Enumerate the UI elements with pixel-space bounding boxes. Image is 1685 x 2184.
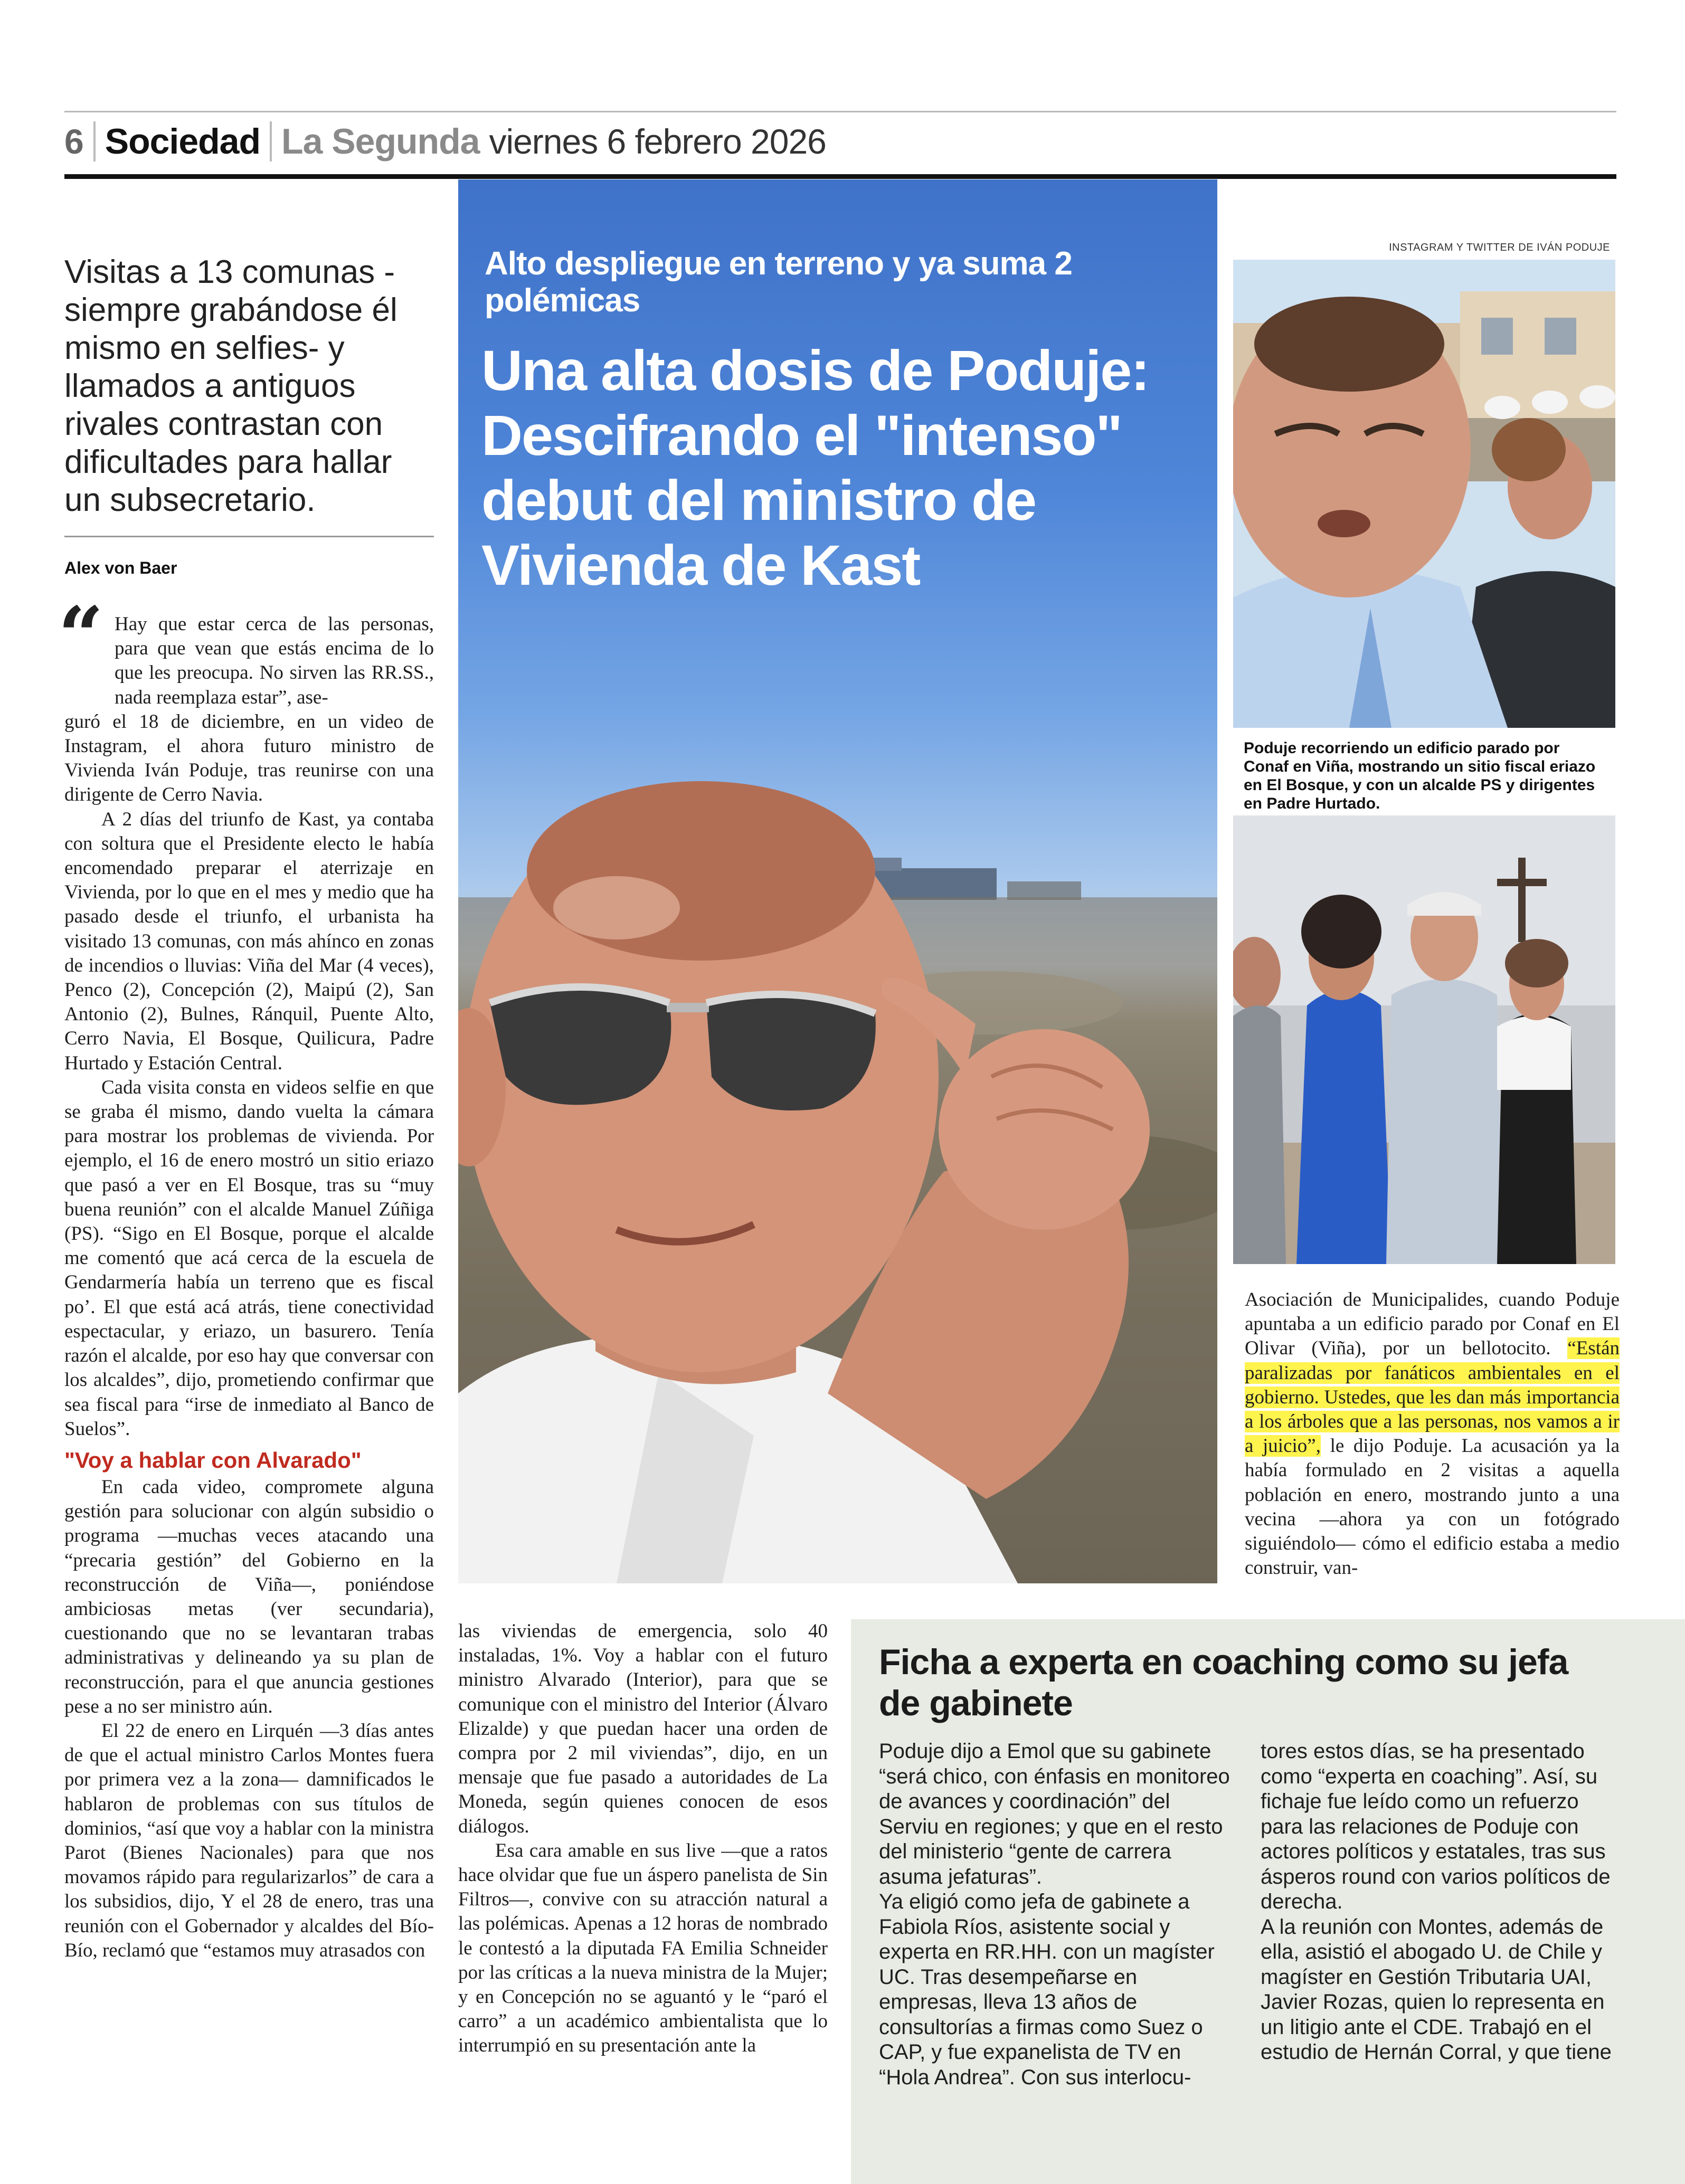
- article-paragraph: [1245, 1288, 1620, 1580]
- photo-selfie-illustration: [1233, 260, 1615, 728]
- article-subhead: "Voy a hablar con Alvarado": [64, 1447, 362, 1473]
- article-paragraph: A 2 días del triunfo de Kast, ya contaba con soltura que el Presidente electo le había encomendado preparar el aterrizaje en Vivienda, por lo que en el mes y medio que ha pasado desde el triunfo, el urbanista ha visitado 13 comunas, con más ahínco en zonas de incendios o lluvias: Viña del Mar (4 veces), Penco (2), Concepción (2), Maipú (2), San Antonio (2), Bulnes, Ránquil, Puente Alto, Cerro Navia, El Bosque, Quilicura, Padre Hurtado y Estación Central.: [64, 808, 434, 1074]
- article-paragraph: El 22 de enero en Lirquén —3 días antes de que el actual ministro Carlos Montes fuera por primera vez a la zona— damnificados le hablaron de problemas con sus títulos de dominios, “así que voy a hablar con la ministra Parot (Bienes Nacionales) para que nos movamos rápido para regularizarlos” de cara a los subsidios, dijo, Y el 28 de enero, tras una reunión con el Gobernador y alcaldes del Bío-Bío, reclamó que “estamos muy atrasados con: [64, 1720, 434, 1961]
- issue-date: viernes 6 febrero 2026: [489, 122, 826, 161]
- article-kicker: Alto despliegue en terreno y ya suma 2 polémicas: [485, 245, 1072, 319]
- photo-credit: INSTAGRAM Y TWITTER DE IVÁN PODUJE: [1389, 242, 1610, 253]
- article-headline: Una alta dosis de Poduje: Descifrando el "intenso" debut del ministro de Vivienda de Kast: [481, 338, 1149, 597]
- article-paragraph: En cada video, compromete alguna gestión para solucionar con algún subsidio o programa —muchas veces atacando una “precaria gestión” del Gobierno en la reconstrucción de Viña—, poniéndose ambiciosas metas (ver secundaria), cuestionando que no se levantaran trabas administrativas y delineando ya su plan de reconstrucción, para el que anuncia gestiones pese a no ser ministro aún.: [64, 1476, 434, 1717]
- page-header: [64, 115, 826, 168]
- sidebar-title: Ficha a experta en coaching como su jefa de gabinete: [879, 1642, 1568, 1723]
- article-column-2: [458, 1619, 828, 2058]
- article-paragraph-start: Asociación de Municipalides, cuando Poduje apuntaba a un edificio parado por Conaf en El Olivar (Viña), por un bellotocito.: [1245, 1289, 1620, 1360]
- highlighted-quote: “Están paralizadas por fanáticos ambientales en el gobierno. Ustedes, que les dan más importancia a los árboles que a las personas, nos vamos a ir a juicio”,: [1245, 1337, 1620, 1457]
- sidebar-paragraph: Ya eligió como jefa de gabinete a Fabiola Ríos, asistente social y experta en RR.HH. con un magíster UC. Tras desempeñarse en empresas, lleva 13 años de consultorías a firmas como Suez o CAP, y fue expanelista de TV en “Hola Andrea”. Con sus interlocu-: [879, 1890, 1215, 2089]
- sidebar-paragraph: A la reunión con Montes, además de ella, asistió el abogado U. de Chile y magíster en Gestión Tributaria UAI, Javier Rozas, quien lo representa en un litigio ante el CDE. Trabajó en el estudio de Hernán Corral, y que tiene: [1261, 1915, 1612, 2064]
- sidebar-column-2: [1261, 1739, 1625, 2065]
- sidebar-column-1: [879, 1739, 1233, 2090]
- article-paragraph: guró el 18 de diciembre, en un video de Instagram, el ahora futuro ministro de Vivienda Iván Poduje, tras reunirse con una dirigente de Cerro Navia.: [64, 710, 434, 806]
- article-paragraph: Hay que estar cerca de las personas, para que vean que estás encima de lo que les preocupa. No sirven las RR.SS., nada reemplaza estar”, ase-: [115, 613, 434, 708]
- photo-selfie-street: [1233, 260, 1615, 728]
- article-deck: Visitas a 13 comunas -siempre grabándose él mismo en selfies- y llamados a antiguos rivales contrastan con dificultades para hallar un subsecretario.: [64, 254, 397, 518]
- article-paragraph: Cada visita consta en videos selfie en que se graba él mismo, dando vuelta la cámara para mostrar los problemas de vivienda. Por ejemplo, el 16 de enero mostró un sitio eriazo que pasó a ver en El Bosque, tras su “muy buena reunión” con el alcalde Manuel Zúñiga (PS). “Sigo en El Bosque, porque el alcalde me comentó que acá cerca de la escuela de Gendarmería había un terreno que es fiscal po’. El que está acá atrás, tiene conectividad espectacular, y eriazo, un basurero. Tenía razón el alcalde, por eso hay que conversar con los alcaldes”, dijo, prometiendo confirmar que sea fiscal para “irse de inmediato al Banco de Suelos”.: [64, 1076, 434, 1440]
- byline: Alex von Baer: [64, 558, 177, 577]
- photo-group-event: [1233, 815, 1615, 1264]
- header-rule: [64, 174, 1616, 179]
- article-paragraph: las viviendas de emergencia, solo 40 instaladas, 1%. Voy a hablar con el futuro ministro Alvarado (Interior), para que se comunique con el ministro del Interior (Álvaro Elizalde) y que puedan hacer una orden de compra por 2 mil viviendas”, dijo, en un mensaje que fue pasado a autoridades de La Moneda, según quienes conocen de esos diálogos.: [458, 1620, 828, 1837]
- photo-caption: Poduje recorriendo un edificio parado por Conaf en Viña, mostrando un sitio fiscal eriazo en El Bosque, y con un alcalde PS y dirigentes en Padre Hurtado.: [1244, 739, 1596, 812]
- opening-quote-mark: “: [58, 590, 104, 682]
- top-rule: [64, 111, 1616, 112]
- sidebar-paragraph: Poduje dijo a Emol que su gabinete “será chico, con énfasis en monitoreo de avances y coordinación” del Serviu en regiones; y que en el resto del ministerio “gente de carrera asuma jefaturas”.: [879, 1740, 1230, 1888]
- photo-group-illustration: [1233, 815, 1615, 1264]
- publication-name: La Segunda: [281, 121, 480, 162]
- sidebar-paragraph: tores estos días, se ha presentado como “experta en coaching”. Así, su fichaje fue leído como un refuerzo para las relaciones de Poduje con actores políticos y estatales, tras sus ásperos round con varios políticos de derecha.: [1261, 1740, 1611, 1913]
- article-column-1: [64, 612, 434, 1963]
- page-number: 6: [64, 121, 96, 162]
- article-paragraph: Esa cara amable en sus live —que a ratos hace olvidar que fue un áspero panelista de Sin Filtros—, convive con su atracción natural a las polémicas. Apenas a 12 horas de nombrado le contestó a la diputada FA Emilia Schneider por las críticas a la nueva ministra de la Mujer; y en Concepción no se aguantó y le “paró el carro” a un académico ambientalista que lo interrumpió en su presentación ante la: [458, 1839, 828, 2057]
- article-column-3: [1245, 1288, 1620, 1580]
- article-paragraph-end: le dijo Poduje. La acusación ya la había formulado en 2 visitas a aquella población en enero, mostrando junto a una vecina —ahora ya con un fotógrado siguiéndolo— cómo el edificio estaba a medio construir, van-: [1245, 1435, 1620, 1579]
- deck-rule: [64, 536, 434, 537]
- section-name: Sociedad: [96, 121, 272, 162]
